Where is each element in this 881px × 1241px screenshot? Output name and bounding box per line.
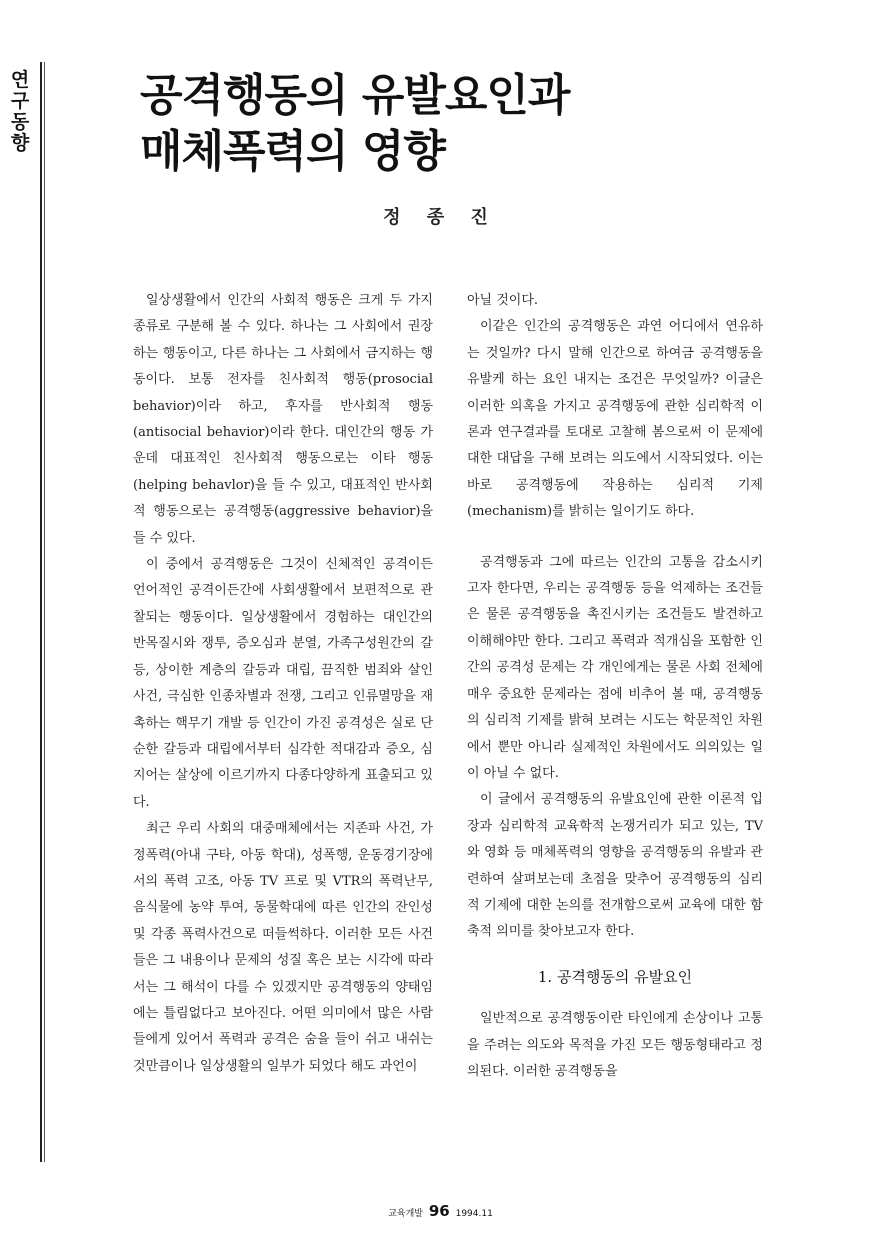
section-tab-char: 구 [10,90,30,112]
page-footer [0,1202,881,1220]
title-line: 매체폭력의 영향 [140,126,445,177]
right-column [467,288,763,1085]
body-paragraph: 최근 우리 사회의 대중매체에서는 지존파 사건, 가정폭력(아내 구타, 아동 학대), 성폭행, 운동경기장에서의 폭력 고조, 아동 TV 프로 및 VTR의 폭력난무, 음식물에 농약 투여, 동물학대에 따른 인간의 잔인성 및 각종 폭력사건으로 떠들썩하다. 이러한 모든 사건들은 그 내용이나 문제의 성질 혹은 보는 시각에 따라서는 그 해석이 다를 수 있겠지만 공격행동의 양태임에는 틀림없다고 보아진다. 어떤 의미에서 많은 사람들에게 있어서 폭력과 공격은 숨을 들이 쉬고 내쉬는 것만큼이나 일상생활의 일부가 되었다 해도 과언이 [133,821,433,1074]
body-paragraph: 이 글에서 공격행동의 유발요인에 관한 이론적 입장과 심리학적 교육학적 논쟁거리가 되고 있는, TV와 영화 등 매체폭력의 영향을 공격행동의 유발과 관련하여 살펴보는데 초점을 맞추어 공격행동의 심리적 기제에 대한 논의를 전개함으로써 교육에 대한 함축적 의미를 찾아보고자 한다. [467,792,763,940]
journal-name: 교육개발 [388,1209,423,1219]
author-name: 정 종 진 [383,207,498,228]
article-title [140,68,780,180]
left-column [133,288,433,1080]
section-tab-char: 향 [10,132,30,154]
title-line: 공격행동의 유발요인과 [140,70,570,121]
issue-date: 1994.11 [455,1209,493,1219]
section-tab-char: 연 [10,69,30,91]
page-number: 96 [428,1202,450,1220]
body-paragraph: 이같은 인간의 공격행동은 과연 어디에서 연유하는 것일까? 다시 말해 인간으로 하여금 공격행동을 유발케 하는 요인 내지는 조건은 무엇일까? 이글은 이러한 의혹을 가지고 공격행동에 관한 심리학적 이론과 연구결과를 토대로 고찰해 봄으로써 이 문제에 대한 대답을 구해 보려는 의도에서 시작되었다. 이는 바로 공격행동에 작용하는 심리적 기제(mechanism)를 밝히는 일이기도 하다. [467,319,763,520]
body-paragraph: 일반적으로 공격행동이란 타인에게 손상이나 고통을 주려는 의도와 목적을 가진 모든 행동형태라고 정의된다. 이러한 공격행동을 [467,1011,763,1079]
section-tab [2,70,38,154]
body-paragraph: 이 중에서 공격행동은 그것이 신체적인 공격이든 언어적인 공격이든간에 사회생활에서 보편적으로 관찰되는 행동이다. 일상생활에서 경험하는 대인간의 반목질시와 쟁투, 증오심과 분열, 가족구성원간의 갈등, 상이한 계층의 갈등과 대립, 끔직한 범죄와 살인사건, 극심한 인종차별과 전쟁, 그리고 인류멸망을 재촉하는 핵무기 개발 등 인간이 가진 공격성은 실로 단순한 갈등과 대립에서부터 심각한 적대감과 증오, 심지어는 살상에 이르기까지 다종다양하게 표출되고 있다. [133,557,433,810]
section-heading: 1. 공격행동의 유발요인 [537,967,693,986]
body-paragraph: 일상생활에서 인간의 사회적 행동은 크게 두 가지 종류로 구분해 볼 수 있다. 하나는 그 사회에서 권장하는 행동이고, 다른 하나는 그 사회에서 금지하는 행동이다. 보통 전자를 친사회적 행동(prosocial behavior)이라 하고, 후자를 반사회적 행동(antisocial behavior)이라 한다. 대인간의 행동 가운데 대표적인 친사회적 행동으로는 이타 행동(helping behavlor)을 들 수 있고, 대표적인 반사회적 행동으로는 공격행동(aggressive behavior)을 들 수 있다. [133,293,433,546]
body-paragraph-continued: 아닐 것이다. [467,293,539,308]
body-paragraph: 공격행동과 그에 따르는 인간의 고통을 감소시키고자 한다면, 우리는 공격행동 등을 억제하는 조건들은 물론 공격행동을 촉진시키는 조건들도 발견하고 이해해야만 한다. 그리고 폭력과 적개심을 포함한 인간의 공격성 문제는 각 개인에게는 물론 사회 전체에 매우 중요한 문제라는 점에 비추어 볼 때, 공격행동의 심리적 기제를 밝혀 보려는 시도는 학문적인 차원에서 뿐만 아니라 실제적인 차원에서도 의의있는 일이 아닐 수 없다. [467,554,763,781]
section-tab-char: 동 [10,111,30,133]
